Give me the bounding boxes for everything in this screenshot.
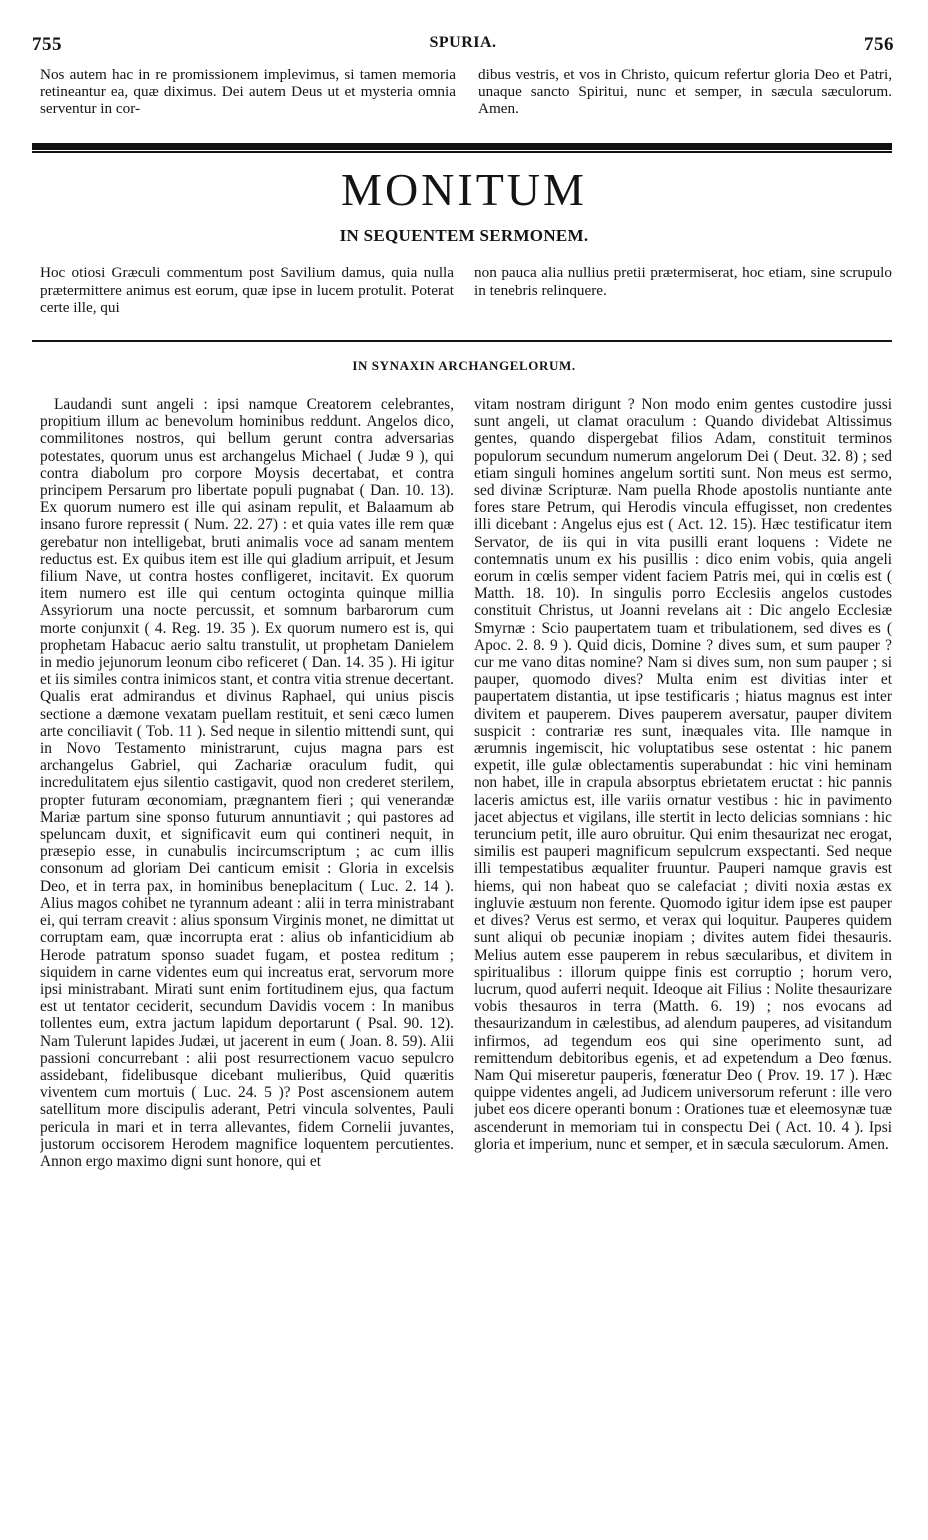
body-text-right: vitam nostram dirigunt ? Non modo enim gentes custodire jussi sunt angeli, ut clamat oraculum : Quando dividebat Altissimus gentes, quando dispergebat filios Adam, constituit terminos populorum secundum numerum angelorum Dei ( Deut. 32. 8) ; sed etiam singuli homines angelum sortiti sunt. Non meus est sermo, sed divinæ Scripturæ. Nam puella Rhode apostolis nuntiante ante fores stare Petrum, qui Herodis vincula effugisset, non credentes illi dicebant : Angelus ejus est ( Act. 12. 15). Hæc testificatur item Servator, de iis qui in vita pusilli erant loquens : Videte ne contemnatis unum ex his pusillis : dico enim vobis, quia angeli eorum in cœlis semper vident faciem Patris mei, qui in cœlis est ( Matth. 18. 10). In singulis porro Ecclesiis angelos custodes constituit Christus, ut Joanni revelans ait : Dic angelo Ecclesiæ Smyrnæ : Scio paupertatem tuam et tribulationem, sed dives es ( Apoc. 2. 8. 9 ). Quid dicis, Domine ? dives sum, et sum pauper ? cur me vano ditas nomine? Nam si dives sum, non sum pauper ; si pauper, quomodo dives? Multa enim est divitias inter et paupertatem distantia, ut ipse testificaris ; hiatus magnus est inter divitem et pauperem. Dives pauperem aversatur, pauper divitem suspicit : contrariæ res sunt, inæquales vita. Ille namque in ærumnis ingemiscit, hic voluptatibus sese ostentat : hic panem expetit, ille gulæ oblectamentis superabundat : hic vini heminam non habet, ille in crapula absorptus ebrietatem eructat : hic pannis laceris amictus est, ille variis ornatur vestibus : hic in pavimento jacet abjectus et vigilans, ille stertit in lecto delicias somnians : hic teruncium petit, ille auro obruitur. Qui enim thesaurizat nec erogat, similis est pauperi magnificum sepulcrum exspectanti. Sed neque illi tempestatibus æqualiter fruuntur. Pauperi namque gravis est hiems, qui non habeat quo se calefaciat ; diviti noxia æstas ex ingluvie æstuum non ferente. Quomodo igitur idem ipse est pauper et dives? Verus est sermo, et verax qui loquitur. Pauperes quidem sunt aliqui ob pecuniæ inopiam ; divites autem fidei thesauris. Melius autem esse pauperem in rebus sæcularibus, et divitem in spiritualibus : illorum quippe finis est corruptio ; horum vero, lucrum, quod auferri nequit. Ideoque ait Filius : Nolite thesaurizare vobis thesauros in terra (Matth. 6. 19) ; nos evocans ad thesaurizandum in cælestibus, ad alendum pauperes, ad visitandum infirmos, ad tegendum eos qui sine operimento sunt, ad remittendum debitoribus egenis, et ad expetendum a Deo fœnus. Nam Qui miseretur pauperis, fœneratur Deo ( Prov. 19. 17 ). Hæc quippe videntes angeli, ad Judicem universorum referunt : ille vero jubet eos dicere operanti bonum : Orationes tuæ et eleemosynæ tuæ ascenderunt in memoriam tui in conspectu Dei ( Act. 10. 4 ). Ipsi gloria et imperium, nunc et semper, et in sæcula sæculorum. Amen. bbox=[474, 396, 892, 1153]
monitum-text-left: Hoc otiosi Græculi commentum post Savilium damus, quia nulla prætermittere animus est eorum, quæ ipse in lucem protulit. Poterat certe ille, qui bbox=[40, 264, 454, 316]
section-divider-thin bbox=[32, 340, 892, 342]
section-divider-thick bbox=[32, 143, 892, 153]
running-title: SPURIA. bbox=[429, 34, 497, 51]
body-text-left: Laudandi sunt angeli : ipsi namque Creatorem celebrantes, propitium illum ac benevolum hominibus reddunt. Angelos dico, commilitones nostros, qui bellum gerunt contra adversarias potestates, quorum unus est archangelus Michael ( Judæ 9 ), qui contra diabolum pro corpore Moysis decertabat, et contra principem Persarum pro libertate populi pugnabat ( Dan. 10. 13). Ex quorum numero est ille qui asinam repulit, et Balaamum ab insano furore repressit ( Num. 22. 27) : et quia vates ille rem quæ gerebatur non intelligebat, bruti animalis voce ad sanam mentem reductus est. Ex quibus item est ille qui gladium arripuit, et Jesum filium Nave, ut contra hostes confligeret, incitavit. Ex quorum item numero est ille qui centum octoginta quinque millia Assyriorum una nocte percussit, et somnum barbarorum cum morte conjunxit ( 4. Reg. 19. 35 ). Ex quorum numero est is, qui prophetam Habacuc aerio saltu transtulit, ut prophetam Danielem in medio jejunorum leonum cibo reficeret ( Dan. 14. 35 ). Hi igitur et iis similes contra inimicos stant, et contra vitia strenue decertant. Qualis erat admirandus et divinus Raphael, qui unius piscis sectione a dæmone vexatam puellam restituit, et seni cæco lumen arte conciliavit ( Tob. 11 ). Sed neque in silentio mittendi sunt, qui in Novo Testamento ministrarunt, cujus magna pars est archangelus Gabriel, qui Zachariæ oraculum fudit, qui incredulitatem ejus silentio castigavit, quod non crederet sterilem, propter futuram œconomiam, prægnantem fieri ; qui venerandæ Mariæ partum sine sponso futurum annuntiavit ; qui pastores ad speluncam duxit, et significavit eum qui contineri nequit, in præsepio esse, in cunabulis incircumscriptum ; ac cum illis consonum ad gloriam Dei canticum emisit : Gloria in excelsis Deo, et in terra pax, in hominibus beneplacitum ( Luc. 2. 14 ). Alius magos cohibet ne tyrannum adeant : alii in terra ministrabant ei, qui terram creavit : alius sponsum Virginis monet, ne dimittat ut corruptam eam, quæ incorrupta erat : alius ob infanticidium ab Herode patratum sponso suadet fugam, et postea reditum ; siquidem in carne videntes eum qui increatus erat, servorum more ipsi ministrabant. Mirati sunt enim fortitudinem ejus, qua factum est ut tentator ceciderit, secundum Davidis vocem : In manibus tollentes eum, extra jactum lapidum deportarunt ( Psal. 90. 12). Nam Tulerunt lapides Judæi, ut jacerent in eum ( Joan. 8. 59). Alii passioni concurrebant : alii post resurrectionem vacuo sepulcro assidebant, fidelibusque dicebant mulieribus, Quid quæritis viventem cum mortuis ( Luc. 24. 5 )? Post ascensionem autem satellitum more discipulis aderant, Petri vincula solventes, Pauli pericula in mari et in terra allevantes, fidem Cornelii juvantes, justorum occisorem Herodem magnifice loquentem percutientes. Annon ergo maximo digni sunt honore, qui et bbox=[40, 396, 454, 1170]
monitum-text-right: non pauca alia nullius pretii prætermiserat, hoc etiam, sine scrupulo in tenebris relinquere. bbox=[474, 264, 892, 299]
monitum-title: MONITUM bbox=[341, 164, 587, 215]
top-text-left: Nos autem hac in re promissionem implevimus, si tamen memoria retineantur ea, quæ diximus. Dei autem Deus ut et mysteria omnia serventur in cor- bbox=[40, 66, 456, 117]
page-number-right: 756 bbox=[864, 34, 894, 55]
running-header bbox=[32, 34, 894, 58]
top-text-right: dibus vestris, et vos in Christo, quicum refertur gloria Deo et Patri, unaque sancto Spiritui, nunc et semper, in sæcula sæculorum. Amen. bbox=[478, 66, 892, 117]
section-heading: IN SYNAXIN ARCHANGELORUM. bbox=[352, 358, 576, 373]
monitum-subtitle: IN SEQUENTEM SERMONEM. bbox=[339, 226, 589, 245]
page-number-left: 755 bbox=[32, 34, 62, 55]
